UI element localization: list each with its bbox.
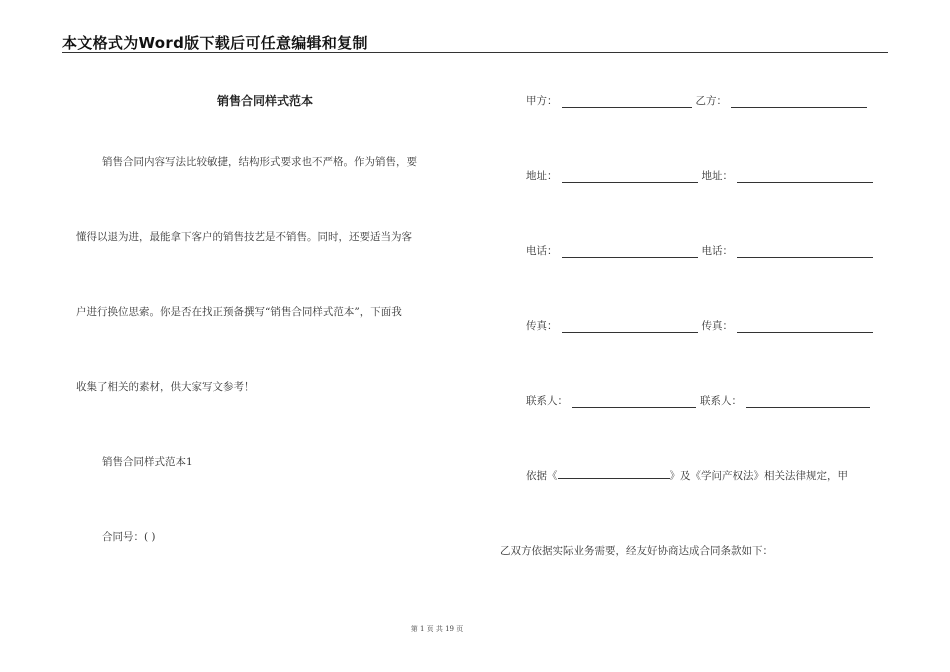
intro-line-1: 销售合同内容写法比较敏捷，结构形式要求也不严格。作为销售，要 bbox=[102, 156, 417, 168]
header-divider bbox=[62, 52, 888, 53]
phone-a-blank bbox=[562, 247, 698, 258]
fax-row bbox=[526, 318, 877, 333]
party-row bbox=[526, 93, 871, 108]
legal-basis-prefix: 依据《 bbox=[526, 470, 558, 482]
page-footer: 第 1 页 共 19 页 bbox=[410, 625, 464, 633]
document-title: 销售合同样式范本 bbox=[216, 94, 313, 108]
contact-b-blank bbox=[746, 397, 870, 408]
fax-b-label: 传真： bbox=[701, 320, 733, 332]
phone-b-label: 电话： bbox=[701, 245, 733, 257]
legal-basis-continuation: 乙双方依据实际业务需要，经友好协商达成合同条款如下： bbox=[500, 545, 773, 557]
intro-line-2: 懂得以退为进，最能拿下客户的销售技艺是不销售。同时，还要适当为客 bbox=[76, 231, 412, 243]
address-b-label: 地址： bbox=[701, 170, 733, 182]
contract-number: 合同号：( ) bbox=[102, 531, 156, 543]
legal-basis-line bbox=[526, 468, 848, 483]
party-a-blank bbox=[562, 97, 692, 108]
party-b-label: 乙方： bbox=[695, 95, 727, 107]
party-b-blank bbox=[731, 97, 867, 108]
section-heading: 销售合同样式范本1 bbox=[102, 456, 193, 468]
address-a-blank bbox=[562, 172, 698, 183]
fax-a-blank bbox=[562, 322, 698, 333]
address-row bbox=[526, 168, 877, 183]
phone-a-label: 电话： bbox=[526, 245, 558, 257]
contact-a-label: 联系人： bbox=[526, 395, 568, 407]
download-banner: 本文格式为Word版下载后可任意编辑和复制 bbox=[62, 34, 368, 52]
phone-b-blank bbox=[737, 247, 873, 258]
contact-row bbox=[526, 393, 874, 408]
intro-line-4: 收集了相关的素材，供大家写文参考！ bbox=[76, 381, 255, 393]
fax-a-label: 传真： bbox=[526, 320, 558, 332]
party-a-label: 甲方： bbox=[526, 95, 558, 107]
legal-basis-blank bbox=[558, 468, 670, 479]
contact-b-label: 联系人： bbox=[700, 395, 742, 407]
intro-line-3: 户进行换位思索。你是否在找正预备撰写“销售合同样式范本”，下面我 bbox=[76, 306, 402, 318]
address-a-label: 地址： bbox=[526, 170, 558, 182]
fax-b-blank bbox=[737, 322, 873, 333]
contact-a-blank bbox=[572, 397, 696, 408]
address-b-blank bbox=[737, 172, 873, 183]
phone-row bbox=[526, 243, 877, 258]
legal-basis-suffix: 》及《学问产权法》相关法律规定，甲 bbox=[669, 470, 848, 482]
